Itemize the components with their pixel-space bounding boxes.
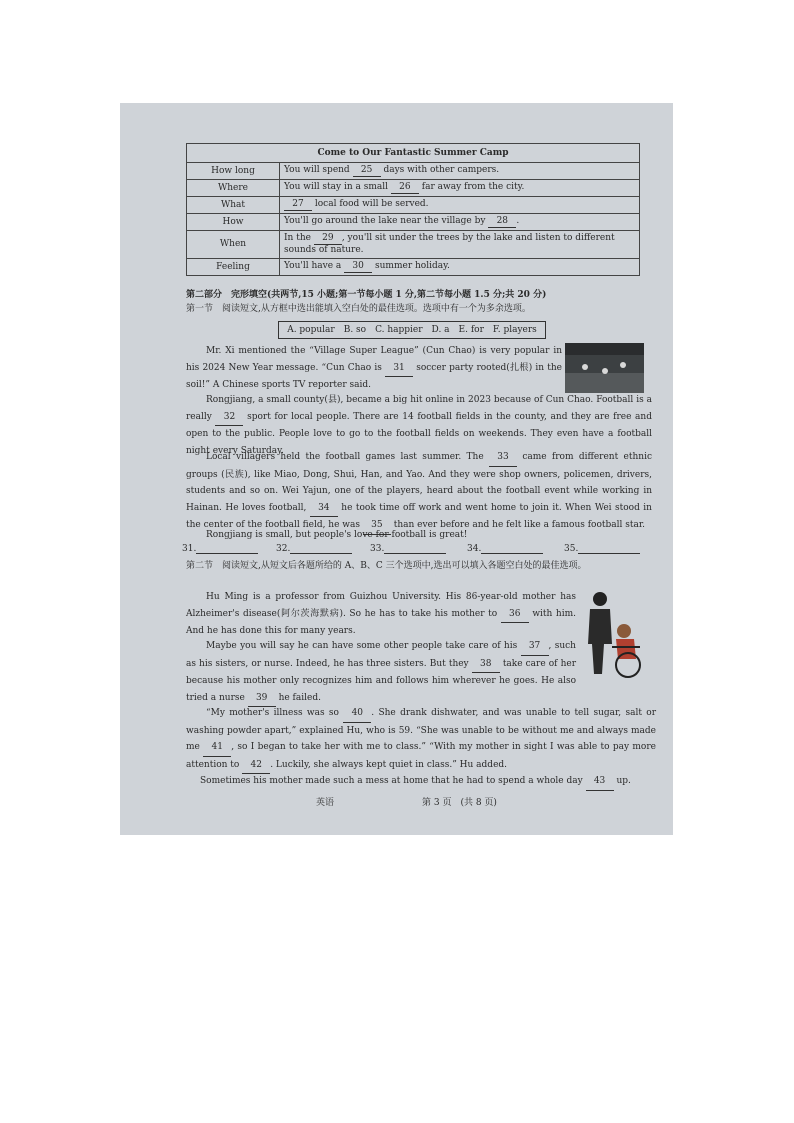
table-row: How long You will spend 25 days with other campers. xyxy=(187,163,640,180)
passage1-para3: Local villagers held the football games last summer. The 33 came from different ethnic groups (民族), like Miao, Dong, Shui, Han, and Yao. And they were shop owners, policemen, drivers, students and so on. Wei Yajun, one of the players, heard about the football event while working in Hainan. He loves football, 34 he took time off work and went home to join it. When Wei stood in the center of the football field, he was 35 than ever before and he felt like a famous football star. xyxy=(186,449,652,535)
exam-page-photo: Come to Our Fantastic Summer Camp How long You will spend 25 days with other campers. Where You will stay in a small 26 far away from the city. What 27 local food will be served. How You'll go around the lake near the village by 28 . When In the 29 , you'll sit under the trees by the lake and listen to different sounds of nature. Feeling You'll have a 30 summer holiday. 第二部分 完形填空(共两节,15 小题;第一节每小题 1 分,第二节每小题 1.5 分;共 20 分) 第一节 阅读短文,从方框中选出能填入空白处的最佳选项。选项中有一个为多余选项。 A. popular B. so C. happier D. a E. for F. players Mr. Xi mentioned the “Village Super League” (Cun Chao) is very popular in his 2024 New Year message. “Cun Chao is 31 soccer party rooted(扎根) in the soil!” A Chinese sports TV reporter said. Rongjiang, a small county(县), became a big hit online in 2023 because of Cun Chao. Football is a really 32 sport for local people. There are 14 football fields in the county, and they are free and open to the public. People love to go to the football fields on weekends. They even have a football night every Saturday. Local villagers held the football games last summer. The 33 came from different ethnic groups (民族), like Miao, Dong, Shui, Han, and Yao. And they were shop owners, policemen, drivers, students and so on. Wei Yajun, one of the players, heard about the football event while working in Hainan. He loves football, 34 he took time off work and went home to join it. When Wei stood in the center of the football field, he was 35 than ever before and he felt like a famous football star. Rongjiang is small, but people's love for football is great! 31. 32. 33. 34. 35. 第二节 阅读短文,从短文后各题所给的 A、B、C 三个选项中,选出可以填入各题空白处的最佳选项。 Hu Ming is a professor from Guizhou University. His 86-year-old mother has Alzheimer's disease(阿尔茨海默病). So he has to take his mother to 36 with him. And he has done this for many years. Maybe you will say he can have some other people take care of his 37 , such as his sisters, or nurse. Indeed, he has three sisters. But they 38 take care of her because his mother only recognizes him and follows him wherever he goes. He also tried a nurse 39 he failed. “My mother's illness was so 40 . She drank dishwater, and was unable to tell sugar, salt or washing powder apart,” explained Hu, who is 59. “She was unable to be without me and always made me 41 , so I began to take her with me to class.” “With my mother in sight I was able to pay more attention to 42 . Luckily, she always kept quiet in class.” Hu added. Sometimes his mother made such a mess at home that he had to spend a whole day 43 up. 英语 第 3 页 (共 8 页) xyxy=(120,103,673,835)
blank-40: 40 xyxy=(343,705,371,723)
blank-37: 37 xyxy=(521,638,549,656)
blank-27: 27 xyxy=(284,199,312,211)
professor-wheelchair-illustration xyxy=(582,589,652,679)
blank-30: 30 xyxy=(344,261,372,273)
table-title: Come to Our Fantastic Summer Camp xyxy=(187,144,640,163)
footer-subject: 英语 xyxy=(316,798,335,808)
blank-35: 35 xyxy=(363,517,391,535)
passage2-para4: Sometimes his mother made such a mess at home that he had to spend a whole day 43 up. xyxy=(186,773,656,791)
passage1-para1: Mr. Xi mentioned the “Village Super League” (Cun Chao) is very popular in his 2024 New Year message. “Cun Chao is 31 soccer party rooted(扎根) in the soil!” A Chinese sports TV reporter said. xyxy=(186,346,562,390)
blank-29: 29 xyxy=(314,233,342,245)
section2-instruction: 第二节 阅读短文,从短文后各题所给的 A、B、C 三个选项中,选出可以填入各题空白处的最佳选项。 xyxy=(186,561,587,571)
football-photo xyxy=(565,343,644,393)
passage2-para2: Maybe you will say he can have some other people take care of his 37 , such as his sisters, or nurse. Indeed, he has three sisters. But they 38 take care of her because his mother only recognizes him and follows him wherever he goes. He also tried a nurse 39 he failed. xyxy=(186,638,576,707)
passage2-para1: Hu Ming is a professor from Guizhou University. His 86-year-old mother has Alzheimer's disease(阿尔茨海默病). So he has to take his mother to 36 with him. And he has done this for many years. xyxy=(186,592,576,636)
table-row: When In the 29 , you'll sit under the trees by the lake and listen to different sounds of nature. xyxy=(187,231,640,259)
blank-33: 33 xyxy=(489,449,517,467)
blank-43: 43 xyxy=(586,773,614,791)
blank-31: 31 xyxy=(385,360,413,378)
passage1-para4: Rongjiang is small, but people's love for football is great! xyxy=(206,530,468,540)
blank-42: 42 xyxy=(242,757,270,775)
table-row: Feeling You'll have a 30 summer holiday. xyxy=(187,259,640,276)
summer-camp-table xyxy=(186,143,640,276)
table-row: Where You will stay in a small 26 far away from the city. xyxy=(187,180,640,197)
blank-28: 28 xyxy=(488,216,516,228)
blank-38: 38 xyxy=(472,656,500,674)
footer-page: 第 3 页 (共 8 页) xyxy=(422,798,497,808)
blank-26: 26 xyxy=(391,182,419,194)
table-row: How You'll go around the lake near the village by 28 . xyxy=(187,214,640,231)
options-box: A. popular B. so C. happier D. a E. for F. players xyxy=(278,321,546,339)
passage1-para2: Rongjiang, a small county(县), became a big hit online in 2023 because of Cun Chao. Football is a really 32 sport for local people. There are 14 football fields in the county, and they are free and open to the public. People love to go to the football fields on weekends. They even have a football night every Saturday. xyxy=(186,395,652,456)
blank-39: 39 xyxy=(248,690,276,708)
section1-instruction: 第一节 阅读短文,从方框中选出能填入空白处的最佳选项。选项中有一个为多余选项。 xyxy=(186,304,531,314)
blank-34: 34 xyxy=(310,500,338,518)
passage2-para3: “My mother's illness was so 40 . She drank dishwater, and was unable to tell sugar, salt or washing powder apart,” explained Hu, who is 59. “She was unable to be without me and always made me 41 , so I began to take her with me to class.” “With my mother in sight I was able to pay more attention to 42 . Luckily, she always kept quiet in class.” Hu added. xyxy=(186,705,656,774)
blank-41: 41 xyxy=(203,739,231,757)
part2-heading: 第二部分 完形填空(共两节,15 小题;第一节每小题 1 分,第二节每小题 1.5 分;共 20 分) xyxy=(186,290,547,300)
blank-32: 32 xyxy=(215,409,243,427)
blank-25: 25 xyxy=(353,165,381,177)
blank-36: 36 xyxy=(501,606,529,624)
table-row: What 27 local food will be served. xyxy=(187,197,640,214)
